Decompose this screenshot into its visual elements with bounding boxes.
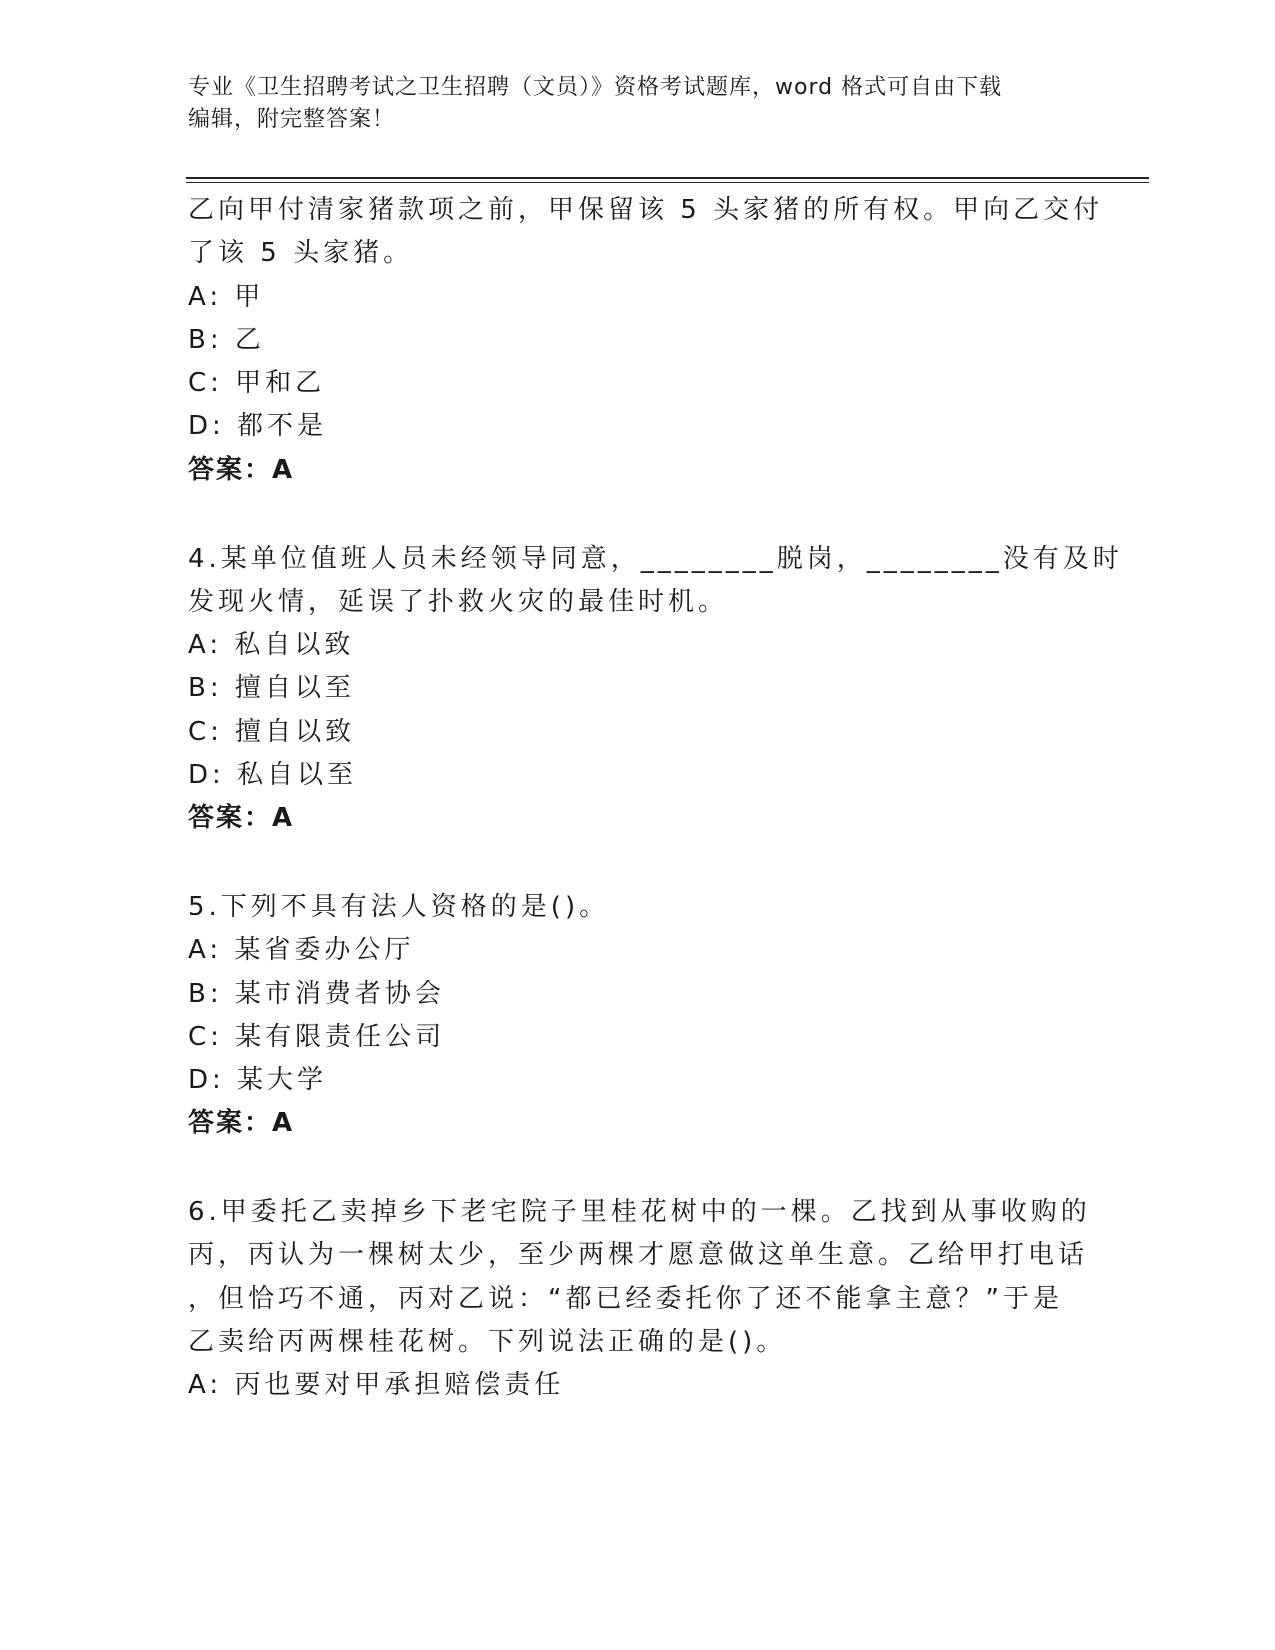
q4-option-a: A: 私自以致 bbox=[188, 630, 355, 660]
q5-stem-line-1: 5.下列不具有法人资格的是()。 bbox=[188, 892, 610, 922]
q3-option-d: D: 都不是 bbox=[188, 411, 328, 441]
q4-option-c: C: 擅自以致 bbox=[188, 717, 356, 747]
q6-stem-line-2: 丙，丙认为一棵树太少，至少两棵才愿意做这单生意。乙给甲打电话 bbox=[188, 1240, 1089, 1270]
q5-option-c: C: 某有限责任公司 bbox=[188, 1022, 446, 1052]
q4-stem-line-2: 发现火情，延误了扑救火灾的最佳时机。 bbox=[188, 587, 729, 617]
document-header bbox=[188, 72, 1068, 136]
q3-stem-line-2: 了该 5 头家猪。 bbox=[188, 238, 414, 268]
q4-answer: 答案：A bbox=[188, 803, 295, 833]
q4-option-d: D: 私自以至 bbox=[188, 760, 358, 790]
q3-answer: 答案：A bbox=[188, 455, 295, 485]
q4-option-b: B: 擅自以至 bbox=[188, 673, 355, 703]
q5-option-d: D: 某大学 bbox=[188, 1065, 328, 1095]
q3-option-c: C: 甲和乙 bbox=[188, 368, 326, 398]
q5-option-a: A: 某省委办公厅 bbox=[188, 935, 415, 965]
q3-stem-line-1: 乙向甲付清家猪款项之前，甲保留该 5 头家猪的所有权。甲向乙交付 bbox=[188, 195, 1104, 225]
q3-option-a: A: 甲 bbox=[188, 282, 265, 312]
q5-answer: 答案：A bbox=[188, 1108, 295, 1138]
header-line-2: 编辑，附完整答案！ bbox=[188, 107, 396, 132]
q6-stem-line-3: ，但恰巧不通，丙对乙说：“都已经委托你了还不能拿主意？”于是 bbox=[188, 1284, 1063, 1314]
header-rule-thin bbox=[186, 182, 1149, 183]
q6-stem-line-1: 6.甲委托乙卖掉乡下老宅院子里桂花树中的一棵。乙找到从事收购的 bbox=[188, 1197, 1091, 1227]
q4-stem-line-1: 4.某单位值班人员未经领导同意，________脱岗，________没有及时 bbox=[188, 544, 1123, 574]
q5-option-b: B: 某市消费者协会 bbox=[188, 979, 445, 1009]
q6-option-a: A: 丙也要对甲承担赔偿责任 bbox=[188, 1370, 565, 1400]
header-line-1: 专业《卫生招聘考试之卫生招聘（文员）》资格考试题库，word 格式可自由下载 bbox=[188, 75, 1003, 100]
header-rule-thick bbox=[186, 177, 1149, 179]
q3-option-b: B: 乙 bbox=[188, 325, 265, 355]
q6-stem-line-4: 乙卖给丙两棵桂花树。下列说法正确的是()。 bbox=[188, 1327, 787, 1357]
